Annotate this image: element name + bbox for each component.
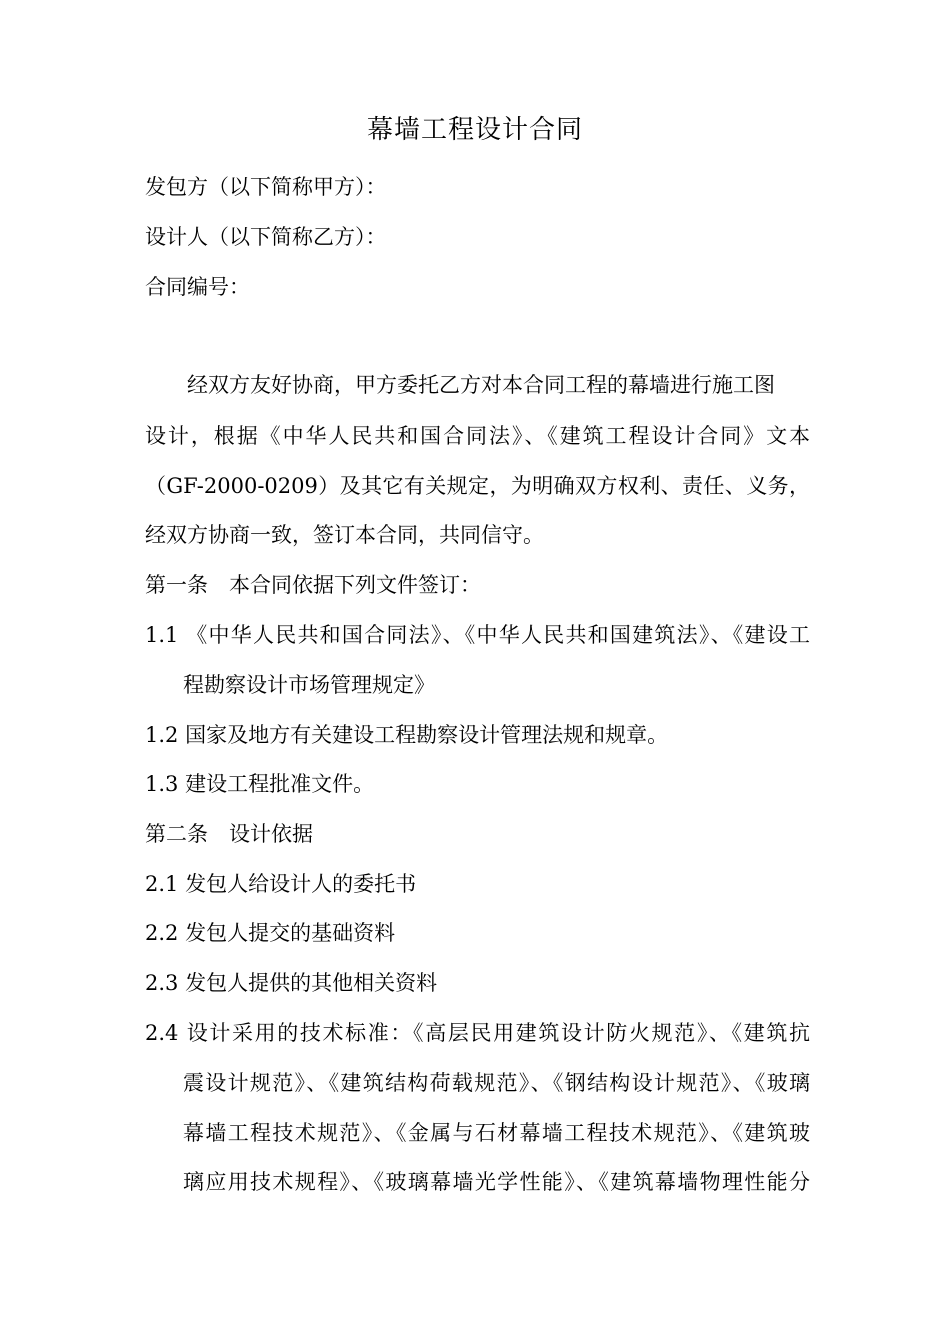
article-2-heading: 第二条 设计依据 (145, 822, 313, 846)
item-2-4-line-2: 震设计规范》、《建筑结构荷载规范》、《钢结构设计规范》、《玻璃 (183, 1071, 810, 1095)
intro-line-2: 设计，根据《中华人民共和国合同法》、《建筑工程设计合同》文本 (145, 424, 810, 448)
item-1-3: 1.3 建设工程批准文件。 (145, 772, 375, 796)
intro-line-3: （GF-2000-0209）及其它有关规定，为明确双方权利、责任、义务， (145, 474, 810, 498)
item-2-4-line-4: 璃应用技术规程》、《玻璃幕墙光学性能》、《建筑幕墙物理性能分 (183, 1170, 810, 1194)
article-1-heading: 第一条 本合同依据下列文件签订： (145, 573, 481, 597)
item-2-2: 2.2 发包人提交的基础资料 (145, 921, 396, 945)
field-designer: 设计人（以下简称乙方）： (145, 225, 387, 249)
item-1-2: 1.2 国家及地方有关建设工程勘察设计管理法规和规章。 (145, 723, 669, 747)
field-employer: 发包方（以下简称甲方）： (145, 175, 387, 199)
item-1-1-line-2: 程勘察设计市场管理规定》 (183, 673, 435, 697)
item-2-3: 2.3 发包人提供的其他相关资料 (145, 971, 438, 995)
intro-line-4: 经双方协商一致，签订本合同，共同信守。 (145, 523, 544, 547)
item-2-1: 2.1 发包人给设计人的委托书 (145, 872, 417, 896)
item-2-4-line-3: 幕墙工程技术规范》、《金属与石材幕墙工程技术规范》、《建筑玻 (183, 1121, 810, 1145)
item-1-1-line-1: 1.1 《中华人民共和国合同法》、《中华人民共和国建筑法》、《建设工 (145, 623, 810, 647)
intro-line-1: 经双方友好协商，甲方委托乙方对本合同工程的幕墙进行施工图 (187, 373, 775, 397)
item-2-4-line-1: 2.4 设计采用的技术标准：《高层民用建筑设计防火规范》、《建筑抗 (145, 1021, 810, 1045)
document-title: 幕墙工程设计合同 (366, 115, 583, 145)
field-contract-number: 合同编号： (145, 275, 250, 299)
